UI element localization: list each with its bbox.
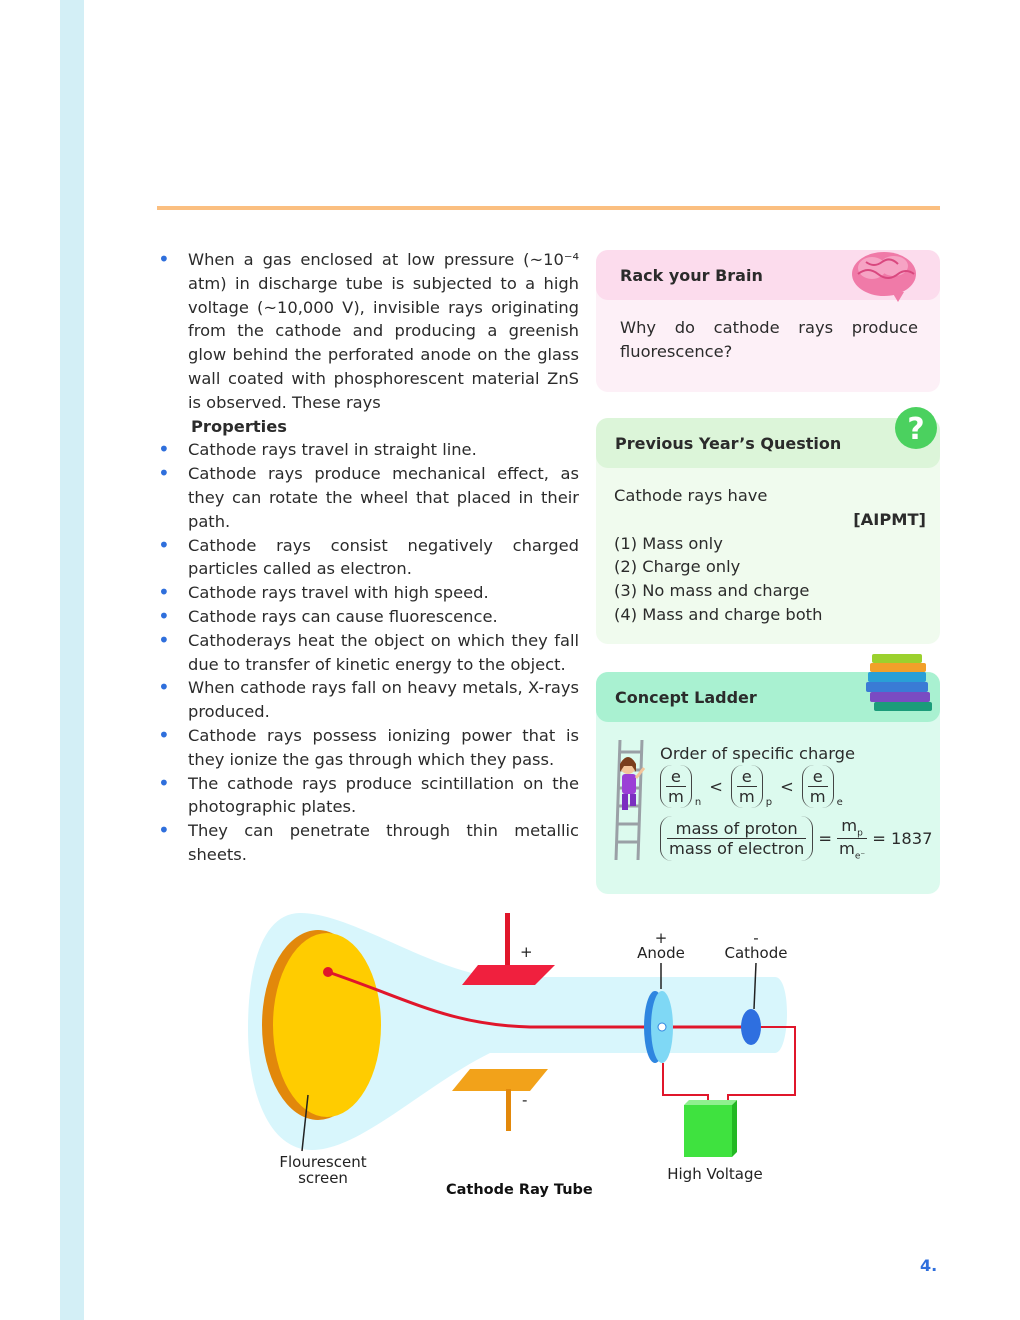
pyq-option: (1) Mass only (614, 533, 723, 553)
frac-den: m (738, 787, 755, 806)
main-text-column (157, 248, 579, 867)
cathode-disc (741, 1009, 761, 1045)
power-label: High Voltage (667, 1165, 763, 1183)
frac-num: e (666, 767, 686, 787)
pyq-option: (4) Mass and charge both (614, 604, 823, 624)
screen-label-line1: Flourescent (279, 1153, 367, 1171)
power-supply-side (732, 1100, 737, 1157)
concept-ladder-box (596, 672, 940, 894)
less-than: < (709, 777, 723, 796)
mp-sub: p (857, 828, 863, 839)
property-item: • Cathoderays heat the object on which they fall due to transfer of kinetic energy to the object. (157, 629, 579, 677)
property-item: • Cathode rays produce mechanical effect, as they can rotate the wheel that placed in their path. (157, 462, 579, 533)
equals: = (818, 829, 833, 849)
specific-charge-order (660, 765, 940, 808)
concept-ladder-title: Concept Ladder (596, 672, 940, 722)
positive-plate-stem (505, 913, 510, 973)
anode-sign: + (654, 929, 668, 947)
power-supply (684, 1105, 732, 1157)
brain-icon (848, 248, 920, 304)
cathode-label: Cathode (724, 944, 788, 962)
fluorescent-screen (273, 933, 381, 1117)
previous-year-question-box (596, 412, 940, 644)
figure-caption: Cathode Ray Tube (446, 1182, 593, 1198)
pyq-option: (2) Charge only (614, 557, 741, 577)
em-neutron (660, 765, 692, 808)
me-symbol: m (839, 839, 855, 859)
property-item: • Cathode rays travel with high speed. (157, 581, 579, 605)
pyq-source: [AIPMT] (853, 509, 926, 529)
negative-plate (452, 1069, 548, 1091)
minus-plate-label: - (522, 1091, 528, 1109)
cathode-ray-tube-figure (230, 905, 810, 1185)
ladder-heading: Order of specific charge (660, 744, 856, 763)
svg-text:?: ? (907, 412, 925, 447)
ratio-paren (660, 816, 813, 861)
me (837, 839, 867, 861)
pyq-question: Cathode rays have (614, 486, 768, 505)
property-item: • Cathode rays can cause fluorescence. (157, 605, 579, 629)
em-proton (731, 765, 763, 808)
property-item: • When cathode rays fall on heavy metals, X-rays produced. (157, 676, 579, 724)
frac-num: e (808, 767, 828, 787)
sub-n: n (694, 797, 702, 808)
less-than: < (780, 777, 794, 796)
ladder-girl-icon (612, 738, 656, 862)
property-item: • Cathode rays possess ionizing power that is they ionize the gas through which they pass. (157, 724, 579, 772)
mass-ratio (660, 816, 940, 862)
property-item: • Cathode rays consist negatively charged particles called as electron. (157, 534, 579, 582)
ratio-result: = 1837 (872, 829, 933, 849)
mp (837, 816, 867, 839)
pyq-option: (3) No mass and charge (614, 581, 810, 601)
em-electron (802, 765, 834, 808)
me-sub: e⁻ (854, 851, 866, 862)
mp-me (837, 816, 867, 862)
screen-label-line2: screen (298, 1169, 348, 1185)
frac-num: e (737, 767, 757, 787)
property-item: • Cathode rays travel in straight line. (157, 438, 579, 462)
frac-den: m (668, 787, 684, 806)
pyq-body (596, 468, 940, 627)
ratio-num: mass of proton (667, 819, 806, 839)
frac-den: m (809, 787, 826, 806)
anode-label: Anode (637, 944, 685, 962)
property-item: • They can penetrate through thin metallic sheets. (157, 819, 579, 867)
sub-e: e (836, 797, 843, 808)
rack-your-brain-title: Rack your Brain (596, 250, 940, 300)
plus-plate-label: + (520, 943, 533, 961)
power-supply-top (684, 1100, 737, 1105)
page-number: 4. (920, 1256, 938, 1275)
pyq-title: Previous Year’s Question (596, 418, 940, 468)
books-icon (864, 650, 938, 716)
cathode-sign: - (753, 929, 759, 947)
mp-symbol: m (841, 816, 858, 835)
sub-p: p (765, 797, 773, 808)
side-strip (60, 0, 84, 1320)
rack-your-brain-box (596, 250, 940, 392)
negative-plate-stem (506, 1089, 511, 1131)
rack-your-brain-question: Why do cathode rays produce fluorescence? (620, 318, 918, 361)
ratio-den: mass of electron (669, 839, 805, 859)
properties-heading: Properties (191, 416, 287, 436)
property-item: • The cathode rays produce scintillation on the photographic plates. (157, 772, 579, 820)
question-mark-icon (894, 402, 938, 454)
header-rule (157, 206, 940, 210)
intro-bullet: • When a gas enclosed at low pressure (~10⁻⁴ atm) in discharge tube is subjected to a high voltage (~10,000 V), invisible rays originating from the cathode and producing a greenish glow behind the perforated anode on the glass wall coated with phosphorescent material ZnS is observed. These rays (157, 248, 579, 415)
anode-hole (658, 1023, 666, 1031)
